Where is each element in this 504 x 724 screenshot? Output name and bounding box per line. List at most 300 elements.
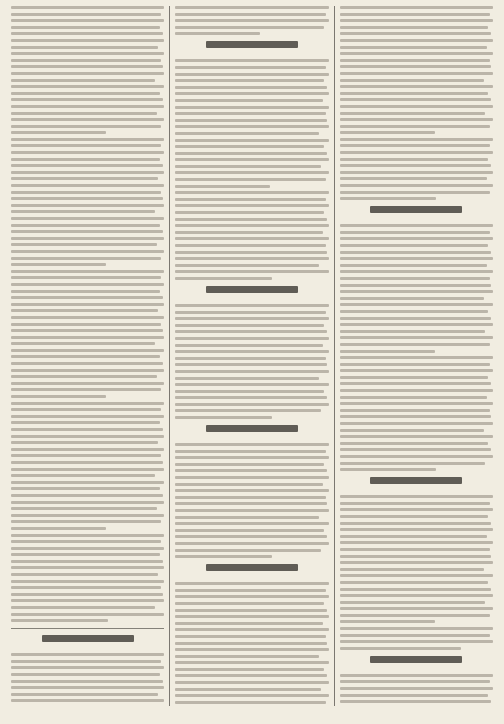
text-line-placeholder	[175, 13, 325, 16]
section-heading	[340, 656, 493, 668]
text-line-placeholder	[175, 396, 327, 399]
text-line-placeholder	[11, 210, 155, 213]
text-line-placeholder	[11, 316, 164, 319]
text-line-placeholder	[11, 686, 164, 689]
text-line-placeholder	[340, 65, 492, 68]
text-line-placeholder	[175, 595, 328, 598]
text-line-placeholder	[175, 456, 328, 459]
text-line-placeholder	[175, 178, 325, 181]
text-line-placeholder	[340, 674, 493, 677]
text-line-placeholder	[11, 566, 164, 569]
text-line-placeholder	[175, 304, 328, 307]
text-line-placeholder	[175, 529, 324, 532]
text-line-placeholder	[340, 561, 493, 564]
text-line-placeholder	[175, 324, 324, 327]
text-line-placeholder	[340, 462, 486, 465]
text-line-placeholder	[175, 165, 321, 168]
text-line-placeholder	[11, 336, 164, 339]
text-line-placeholder	[175, 158, 328, 161]
text-line-placeholder	[340, 634, 490, 637]
text-line-placeholder	[340, 26, 489, 29]
article-body	[340, 224, 493, 471]
text-line-placeholder	[175, 377, 319, 380]
text-line-placeholder	[340, 363, 490, 366]
text-line-placeholder	[175, 237, 328, 240]
column-2	[170, 6, 333, 706]
text-line-placeholder	[11, 673, 160, 676]
text-line-placeholder	[340, 687, 493, 690]
text-line-placeholder	[175, 609, 327, 612]
text-line-placeholder	[340, 284, 492, 287]
article-body	[340, 495, 493, 650]
text-line-placeholder	[340, 694, 489, 697]
text-line-placeholder	[11, 454, 161, 457]
text-line-placeholder	[175, 383, 328, 386]
text-line-placeholder	[11, 355, 160, 358]
text-line-placeholder	[175, 218, 327, 221]
text-line-placeholder	[11, 553, 160, 556]
text-line-placeholder	[175, 357, 325, 360]
text-line-placeholder	[11, 580, 164, 583]
article-body	[340, 674, 493, 706]
text-line-placeholder	[11, 421, 160, 424]
text-line-placeholder	[175, 244, 325, 247]
text-line-placeholder	[175, 549, 321, 552]
text-line-placeholder	[11, 85, 164, 88]
article-body	[175, 6, 328, 35]
text-line-placeholder	[340, 125, 490, 128]
text-line-placeholder	[175, 132, 319, 135]
text-line-placeholder	[11, 19, 164, 22]
text-line-placeholder	[340, 92, 489, 95]
text-line-placeholder	[11, 586, 161, 589]
page-columns	[6, 6, 498, 706]
article-body	[11, 653, 164, 706]
text-line-placeholder	[175, 198, 325, 201]
text-line-placeholder	[11, 369, 164, 372]
text-line-placeholder	[340, 535, 487, 538]
text-line-placeholder	[340, 303, 493, 306]
text-line-placeholder	[11, 237, 164, 240]
text-line-placeholder	[11, 65, 163, 68]
text-line-placeholder	[340, 415, 492, 418]
text-line-placeholder	[11, 32, 163, 35]
text-line-placeholder	[340, 350, 435, 353]
text-line-placeholder	[11, 415, 164, 418]
text-line-placeholder	[340, 389, 493, 392]
text-line-placeholder	[11, 217, 164, 220]
text-line-placeholder	[175, 370, 328, 373]
text-line-placeholder	[340, 382, 492, 385]
text-line-placeholder	[340, 164, 492, 167]
column-rule	[334, 6, 335, 706]
text-line-placeholder	[175, 661, 328, 664]
text-line-placeholder	[11, 329, 163, 332]
text-line-placeholder	[175, 642, 327, 645]
text-line-placeholder	[11, 342, 155, 345]
text-line-placeholder	[11, 514, 164, 517]
text-line-placeholder	[11, 112, 157, 115]
text-line-placeholder	[340, 131, 435, 134]
text-line-placeholder	[175, 330, 327, 333]
text-line-placeholder	[11, 92, 160, 95]
text-line-placeholder	[11, 349, 164, 352]
text-line-placeholder	[340, 435, 493, 438]
section-heading	[175, 564, 328, 576]
column-rule	[169, 6, 170, 706]
text-line-placeholder	[11, 441, 158, 444]
text-line-placeholder	[175, 337, 328, 340]
text-line-placeholder	[340, 237, 493, 240]
text-line-placeholder	[340, 700, 492, 703]
text-line-placeholder	[175, 443, 328, 446]
text-line-placeholder	[340, 330, 486, 333]
text-line-placeholder	[340, 79, 484, 82]
text-line-placeholder	[11, 613, 164, 616]
text-line-placeholder	[11, 382, 164, 385]
text-line-placeholder	[340, 323, 493, 326]
text-line-placeholder	[340, 257, 493, 260]
text-line-placeholder	[11, 660, 161, 663]
text-line-placeholder	[340, 197, 437, 200]
text-line-placeholder	[340, 607, 493, 610]
text-line-placeholder	[175, 701, 325, 704]
text-line-placeholder	[175, 350, 328, 353]
article-body	[175, 443, 328, 558]
text-line-placeholder	[175, 390, 324, 393]
text-line-placeholder	[11, 296, 163, 299]
text-line-placeholder	[11, 243, 157, 246]
text-line-placeholder	[11, 59, 161, 62]
text-line-placeholder	[340, 59, 490, 62]
text-line-placeholder	[11, 164, 163, 167]
section-heading	[175, 286, 328, 298]
text-line-placeholder	[175, 171, 328, 174]
text-line-placeholder	[11, 520, 161, 523]
text-line-placeholder	[175, 582, 328, 585]
text-line-placeholder	[175, 185, 270, 188]
text-line-placeholder	[175, 635, 325, 638]
text-line-placeholder	[175, 270, 328, 273]
text-line-placeholder	[340, 39, 493, 42]
text-line-placeholder	[175, 409, 321, 412]
text-line-placeholder	[340, 151, 493, 154]
text-line-placeholder	[340, 541, 493, 544]
text-line-placeholder	[340, 118, 493, 121]
text-line-placeholder	[175, 363, 327, 366]
text-line-placeholder	[175, 668, 324, 671]
text-line-placeholder	[340, 310, 489, 313]
text-line-placeholder	[340, 429, 484, 432]
text-line-placeholder	[340, 522, 492, 525]
text-line-placeholder	[11, 534, 164, 537]
text-line-placeholder	[11, 131, 106, 134]
text-line-placeholder	[340, 32, 492, 35]
text-line-placeholder	[11, 435, 164, 438]
article-body	[340, 6, 493, 200]
text-line-placeholder	[175, 231, 322, 234]
text-line-placeholder	[11, 276, 161, 279]
text-line-placeholder	[340, 336, 493, 339]
text-line-placeholder	[175, 112, 325, 115]
text-line-placeholder	[340, 581, 489, 584]
text-line-placeholder	[11, 191, 161, 194]
text-line-placeholder	[11, 653, 164, 656]
text-line-placeholder	[340, 112, 486, 115]
text-line-placeholder	[340, 46, 487, 49]
text-line-placeholder	[175, 204, 328, 207]
text-line-placeholder	[175, 66, 325, 69]
text-line-placeholder	[340, 264, 487, 267]
text-line-placeholder	[175, 688, 321, 691]
text-line-placeholder	[340, 184, 493, 187]
text-line-placeholder	[11, 501, 164, 504]
text-line-placeholder	[11, 39, 164, 42]
section-heading	[340, 477, 493, 489]
text-line-placeholder	[11, 52, 164, 55]
article-body	[175, 582, 328, 706]
text-line-placeholder	[175, 73, 328, 76]
text-line-placeholder	[175, 59, 328, 62]
text-line-placeholder	[340, 508, 493, 511]
text-line-placeholder	[175, 257, 328, 260]
text-line-placeholder	[11, 250, 164, 253]
text-line-placeholder	[340, 594, 493, 597]
text-line-placeholder	[11, 547, 164, 550]
text-line-placeholder	[175, 86, 327, 89]
section-heading	[340, 206, 493, 218]
text-line-placeholder	[175, 106, 328, 109]
section-heading	[11, 635, 164, 647]
text-line-placeholder	[11, 13, 161, 16]
text-line-placeholder	[11, 105, 164, 108]
text-line-placeholder	[340, 376, 489, 379]
text-line-placeholder	[11, 26, 160, 29]
text-line-placeholder	[11, 177, 158, 180]
text-line-placeholder	[175, 535, 327, 538]
text-line-placeholder	[175, 674, 327, 677]
text-line-placeholder	[11, 699, 164, 702]
text-line-placeholder	[340, 555, 492, 558]
text-line-placeholder	[175, 251, 327, 254]
text-line-placeholder	[11, 263, 106, 266]
text-line-placeholder	[340, 680, 490, 683]
text-line-placeholder	[175, 99, 322, 102]
text-line-placeholder	[11, 118, 164, 121]
text-line-placeholder	[175, 483, 322, 486]
text-line-placeholder	[11, 428, 163, 431]
text-line-placeholder	[175, 589, 325, 592]
text-line-placeholder	[175, 681, 328, 684]
text-line-placeholder	[175, 119, 327, 122]
text-line-placeholder	[175, 476, 328, 479]
text-line-placeholder	[175, 191, 328, 194]
text-line-placeholder	[175, 19, 328, 22]
column-3	[335, 6, 498, 706]
text-line-placeholder	[11, 560, 163, 563]
text-line-placeholder	[11, 151, 164, 154]
text-line-placeholder	[175, 502, 327, 505]
text-line-placeholder	[340, 640, 493, 643]
text-line-placeholder	[340, 158, 489, 161]
text-line-placeholder	[340, 515, 489, 518]
text-line-placeholder	[340, 442, 489, 445]
text-line-placeholder	[340, 402, 493, 405]
text-line-placeholder	[175, 648, 328, 651]
text-line-placeholder	[340, 171, 493, 174]
text-line-placeholder	[175, 152, 327, 155]
text-line-placeholder	[175, 628, 328, 631]
text-line-placeholder	[11, 309, 158, 312]
text-line-placeholder	[175, 615, 328, 618]
text-line-placeholder	[11, 323, 161, 326]
text-line-placeholder	[11, 540, 161, 543]
text-line-placeholder	[340, 105, 493, 108]
text-line-placeholder	[340, 448, 492, 451]
text-line-placeholder	[11, 408, 161, 411]
text-line-placeholder	[175, 403, 328, 406]
text-line-placeholder	[340, 495, 493, 498]
text-line-placeholder	[11, 158, 160, 161]
text-line-placeholder	[11, 680, 163, 683]
text-line-placeholder	[11, 402, 164, 405]
text-line-placeholder	[11, 204, 164, 207]
text-line-placeholder	[340, 191, 490, 194]
text-line-placeholder	[340, 588, 492, 591]
text-line-placeholder	[175, 277, 272, 280]
text-line-placeholder	[340, 277, 490, 280]
text-line-placeholder	[340, 468, 437, 471]
article-body	[175, 304, 328, 419]
text-line-placeholder	[340, 614, 490, 617]
text-line-placeholder	[340, 251, 492, 254]
text-line-placeholder	[175, 602, 324, 605]
text-line-placeholder	[11, 125, 161, 128]
text-line-placeholder	[340, 343, 490, 346]
text-line-placeholder	[340, 574, 493, 577]
text-line-placeholder	[340, 369, 493, 372]
text-line-placeholder	[175, 139, 328, 142]
text-line-placeholder	[11, 619, 108, 622]
text-line-placeholder	[11, 487, 160, 490]
text-line-placeholder	[175, 264, 319, 267]
text-line-placeholder	[340, 231, 490, 234]
text-line-placeholder	[340, 270, 493, 273]
text-line-placeholder	[340, 620, 435, 623]
text-line-placeholder	[175, 79, 324, 82]
text-line-placeholder	[11, 461, 163, 464]
text-line-placeholder	[340, 528, 493, 531]
text-line-placeholder	[11, 144, 161, 147]
text-line-placeholder	[175, 26, 324, 29]
text-line-placeholder	[340, 52, 493, 55]
text-line-placeholder	[175, 224, 328, 227]
text-line-placeholder	[340, 138, 493, 141]
text-line-placeholder	[340, 601, 486, 604]
text-line-placeholder	[175, 489, 328, 492]
section-heading	[175, 41, 328, 53]
text-line-placeholder	[175, 311, 325, 314]
text-line-placeholder	[340, 85, 493, 88]
text-line-placeholder	[11, 283, 164, 286]
text-line-placeholder	[11, 481, 164, 484]
text-line-placeholder	[340, 6, 493, 9]
text-line-placeholder	[175, 92, 328, 95]
column-1	[6, 6, 169, 706]
section-heading	[175, 425, 328, 437]
text-line-placeholder	[11, 375, 157, 378]
text-line-placeholder	[175, 6, 328, 9]
text-line-placeholder	[11, 79, 155, 82]
text-line-placeholder	[340, 317, 492, 320]
text-line-placeholder	[340, 627, 493, 630]
text-line-placeholder	[11, 303, 164, 306]
text-line-placeholder	[175, 32, 259, 35]
text-line-placeholder	[11, 593, 163, 596]
text-line-placeholder	[11, 448, 164, 451]
text-line-placeholder	[175, 496, 325, 499]
article-body	[11, 6, 164, 622]
text-line-placeholder	[175, 450, 325, 453]
text-line-placeholder	[11, 395, 106, 398]
text-line-placeholder	[340, 502, 490, 505]
text-line-placeholder	[11, 494, 163, 497]
text-line-placeholder	[340, 396, 487, 399]
text-line-placeholder	[175, 516, 319, 519]
text-line-placeholder	[11, 527, 106, 530]
text-line-placeholder	[11, 474, 155, 477]
text-line-placeholder	[175, 317, 328, 320]
text-line-placeholder	[175, 125, 328, 128]
text-line-placeholder	[11, 184, 164, 187]
text-line-placeholder	[175, 469, 327, 472]
text-line-placeholder	[11, 606, 155, 609]
text-line-placeholder	[175, 416, 272, 419]
text-line-placeholder	[11, 362, 163, 365]
text-line-placeholder	[340, 647, 461, 650]
text-line-placeholder	[175, 622, 322, 625]
text-line-placeholder	[11, 573, 158, 576]
text-line-placeholder	[175, 344, 322, 347]
text-line-placeholder	[11, 138, 164, 141]
text-line-placeholder	[340, 13, 490, 16]
text-line-placeholder	[175, 509, 328, 512]
text-line-placeholder	[340, 177, 487, 180]
text-line-placeholder	[11, 224, 160, 227]
text-line-placeholder	[175, 463, 324, 466]
text-line-placeholder	[340, 409, 490, 412]
text-line-placeholder	[340, 568, 484, 571]
text-line-placeholder	[340, 297, 484, 300]
text-line-placeholder	[340, 422, 493, 425]
text-line-placeholder	[11, 388, 161, 391]
text-line-placeholder	[175, 211, 324, 214]
text-line-placeholder	[175, 145, 324, 148]
text-line-placeholder	[11, 230, 163, 233]
article-body	[175, 59, 328, 280]
text-line-placeholder	[11, 666, 164, 669]
text-line-placeholder	[11, 693, 158, 696]
text-line-placeholder	[11, 507, 157, 510]
article-divider	[11, 628, 164, 629]
text-line-placeholder	[340, 19, 493, 22]
text-line-placeholder	[11, 171, 164, 174]
text-line-placeholder	[11, 197, 163, 200]
text-line-placeholder	[11, 46, 158, 49]
text-line-placeholder	[11, 468, 164, 471]
text-line-placeholder	[11, 270, 164, 273]
text-line-placeholder	[175, 522, 328, 525]
